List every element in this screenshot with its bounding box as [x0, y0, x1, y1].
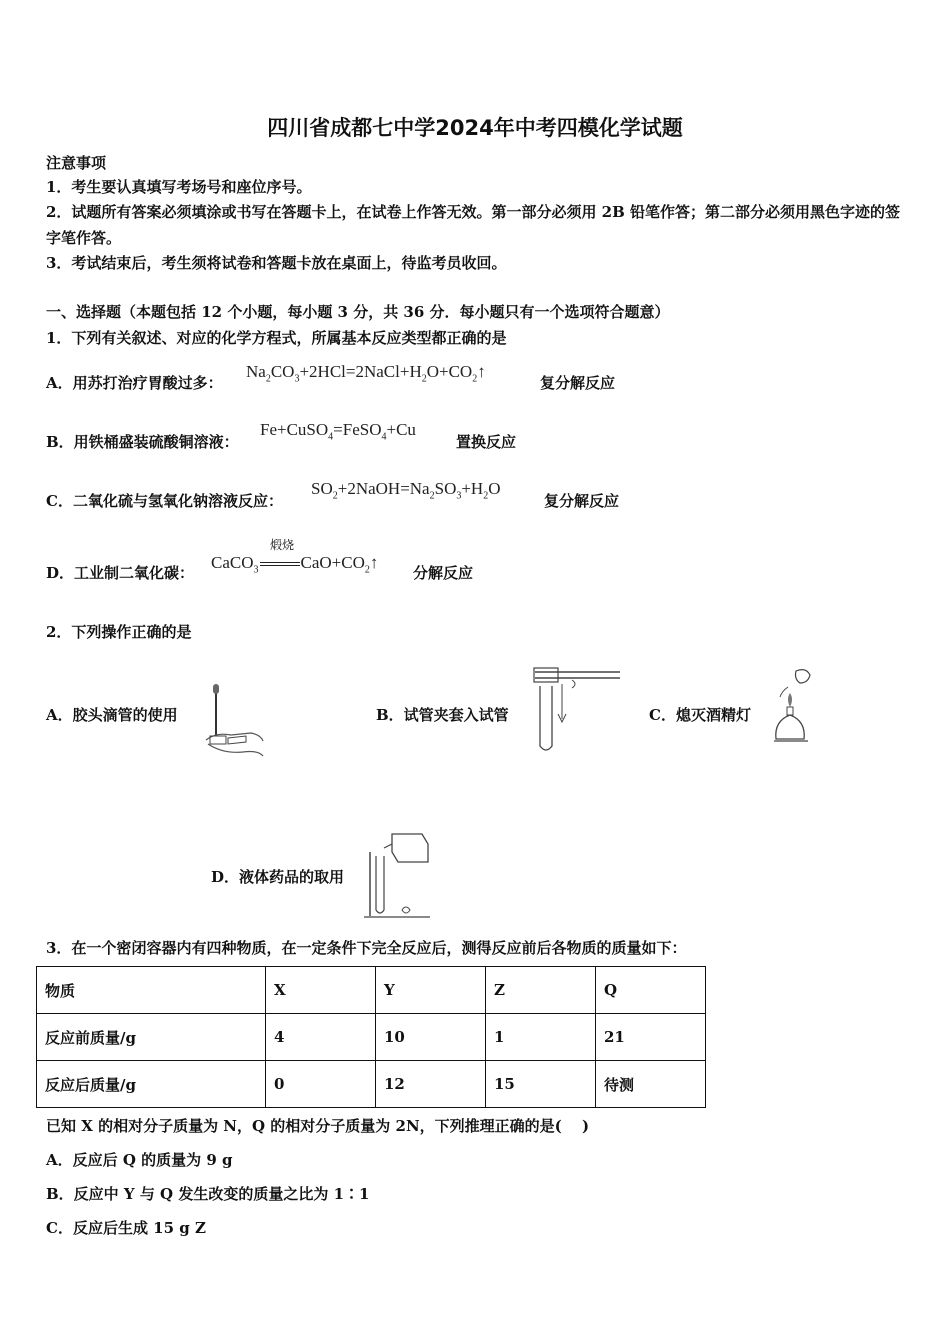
q1-option-d-condition: 煅烧 [270, 538, 295, 552]
q2-option-d-label: D．液体药品的取用 [211, 868, 345, 886]
table-header-cell: X [266, 967, 376, 1014]
q3-option-a: A．反应后 Q 的质量为 9 g [46, 1151, 233, 1169]
q1-stem: 1．下列有关叙述、对应的化学方程式，所属基本反应类型都正确的是 [46, 329, 507, 347]
q1-option-d-label: D．工业制二氧化碳： [46, 564, 195, 582]
q3-option-c: C．反应后生成 15 g Z [46, 1219, 206, 1237]
table-row [37, 1014, 706, 1061]
table-cell: 15 [486, 1061, 596, 1108]
notice-item-3: 3．考试结束后，考生须将试卷和答题卡放在桌面上，待监考员收回。 [46, 254, 507, 272]
table-cell: 12 [376, 1061, 486, 1108]
table-cell: 反应后质量/g [37, 1061, 266, 1108]
section-heading: 一、选择题（本题包括 12 个小题，每小题 3 分，共 36 分．每小题只有一个选项符合题意） [46, 303, 670, 321]
q1-option-c-type: 复分解反应 [544, 492, 620, 510]
q3-option-b: B．反应中 Y 与 Q 发生改变的质量之比为 1∶1 [46, 1185, 370, 1203]
table-cell: 反应前质量/g [37, 1014, 266, 1061]
notice-heading: 注意事项 [46, 154, 107, 172]
table-cell: 21 [596, 1014, 706, 1061]
q2-option-c-label: C．熄灭酒精灯 [649, 706, 751, 724]
table-header-cell: Y [376, 967, 486, 1014]
q1-option-d-equation: CaCO$_3$ $CaO+CO_2↑$ [211, 553, 379, 576]
q2-stem: 2．下列操作正确的是 [46, 623, 192, 641]
q1-option-c-label: C．二氧化硫与氢氧化钠溶液反应： [46, 492, 283, 510]
q1-option-a-type: 复分解反应 [540, 374, 616, 392]
table-cell: 1 [486, 1014, 596, 1061]
page-title: 四川省成都七中学2024年中考四模化学试题 [267, 116, 683, 140]
test-tube-clamp-illustration [530, 664, 625, 756]
table-header-cell: 物质 [37, 967, 266, 1014]
q3-stem: 3．在一个密闭容器内有四种物质，在一定条件下完全反应后，测得反应前后各物质的质量如下： [46, 939, 687, 957]
table-header-cell: Q [596, 967, 706, 1014]
notice-item-1: 1．考生要认真填写考场号和座位序号。 [46, 178, 312, 196]
alcohol-lamp-illustration [768, 665, 818, 747]
table-cell: 0 [266, 1061, 376, 1108]
table-row [37, 1061, 706, 1108]
q1-option-b-label: B．用铁桶盛装硫酸铜溶液： [46, 433, 239, 451]
q1-option-a-equation: $Na_2CO_3+2HCl=2NaCl+H_2O+CO_2↑$ [246, 362, 486, 385]
table-header-cell: Z [486, 967, 596, 1014]
q3-known: 已知 X 的相对分子质量为 N，Q 的相对分子质量为 2N，下列推理正确的是( ) [46, 1117, 590, 1135]
mass-table [36, 966, 706, 1108]
liquid-pouring-illustration [362, 830, 434, 922]
q1-option-a-label: A．用苏打治疗胃酸过多： [46, 374, 223, 392]
table-cell: 10 [376, 1014, 486, 1061]
table-cell: 待测 [596, 1061, 706, 1108]
table-header-row [37, 967, 706, 1014]
q1-option-b-equation: Fe+CuSO$_4$=FeSO$_4$+Cu [260, 420, 416, 443]
dropper-use-illustration [198, 680, 268, 770]
q1-option-c-equation: $SO_2+2NaOH=Na_2SO_3+H_2O$ [311, 479, 501, 502]
q2-option-a-label: A．胶头滴管的使用 [46, 706, 178, 724]
q2-option-b-label: B．试管夹套入试管 [376, 706, 509, 724]
table-cell: 4 [266, 1014, 376, 1061]
notice-item-2: 2．试题所有答案必须填涂或书写在答题卡上，在试卷上作答无效。第一部分必须用 2B 铅笔作答；第二部分必须用黑色字迹的签字笔作答。 [46, 203, 901, 247]
q1-option-d-type: 分解反应 [413, 564, 474, 582]
q1-option-b-type: 置换反应 [456, 433, 517, 451]
